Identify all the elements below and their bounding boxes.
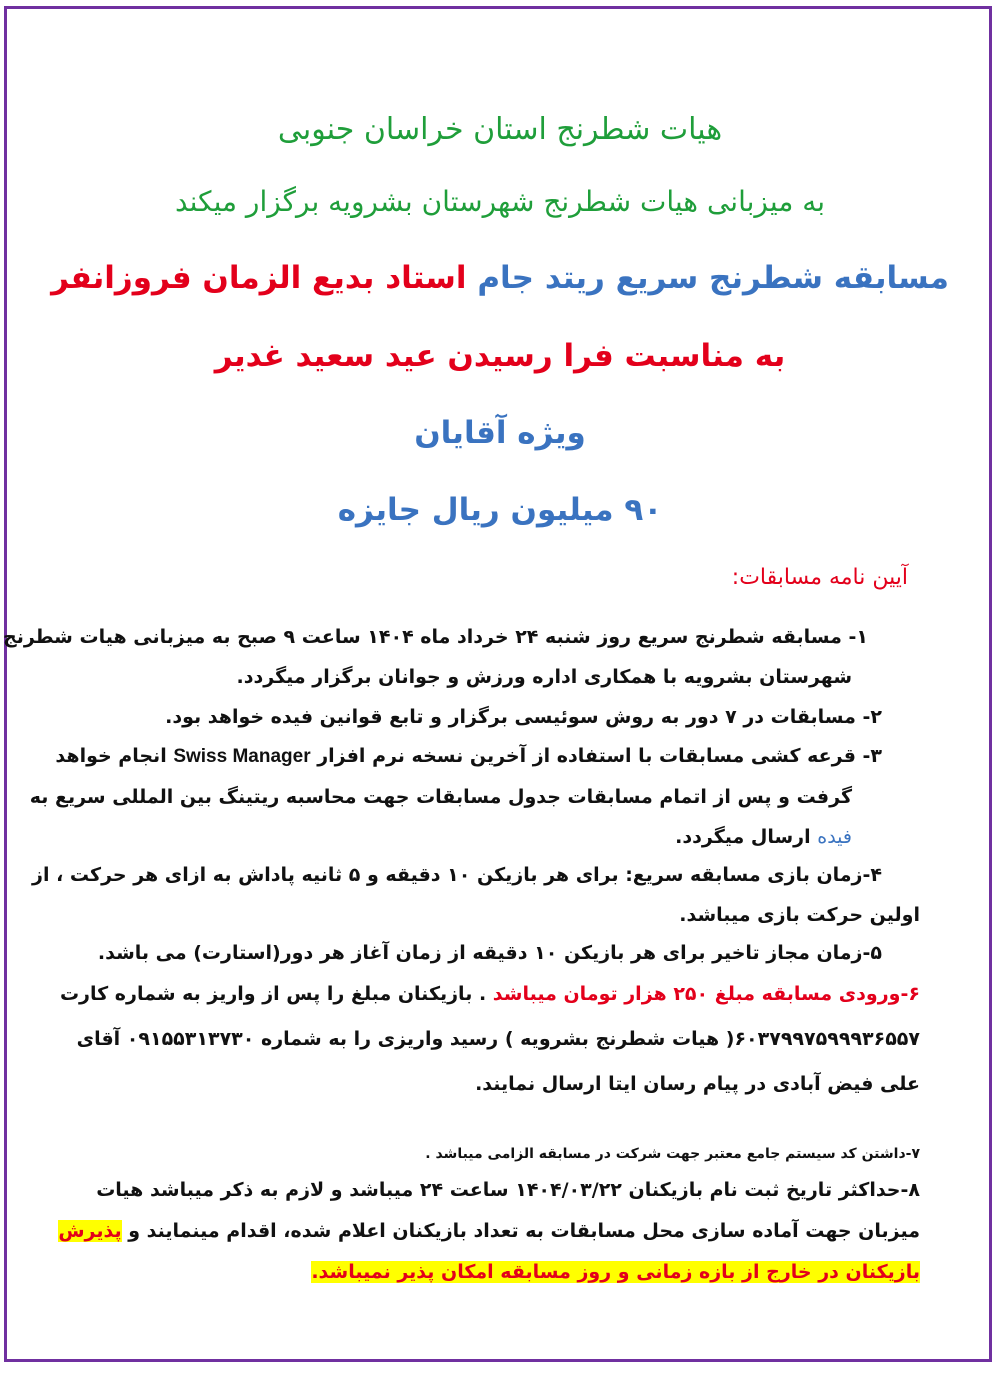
rule-3-line-2: گرفت و پس از اتمام مسابقات جدول مسابقات جهت محاسبه ریتینگ بین المللی سریع به <box>29 786 852 808</box>
fide-word: فیده <box>817 826 852 848</box>
occasion-line: به مناسبت فرا رسیدن عید سعید غدیر <box>214 338 786 374</box>
rule-8-line-1: ۸-حداکثر تاریخ ثبت نام بازیکنان ۱۴۰۴/۰۳/۲۲ ساعت ۲۴ میباشد و لازم به ذکر میباشد هیات <box>96 1179 920 1201</box>
rule-6-rest: . بازیکنان مبلغ را پس از واریز به شماره کارت <box>59 983 493 1005</box>
entry-fee: ۶-ورودی مسابقه مبلغ ۲۵۰ هزار تومان میباشد <box>492 983 920 1005</box>
tournament-title-red: استاد بدیع الزمان فروزانفر <box>51 260 467 296</box>
rule-6-line-3: علی فیض آبادی در پیام رسان ایتا ارسال نمایند. <box>475 1073 920 1095</box>
rule-3-pre: ۳- قرعه کشی مسابقات با استفاده از آخرین نسخه نرم افزار <box>310 745 882 767</box>
rule-3-post: انجام خواهد <box>55 745 174 767</box>
rule-8-highlight: بازیکنان در خارج از بازه زمانی و روز مسابقه امکان پذیر نمیباشد. <box>311 1261 920 1283</box>
rule-4-line-1: ۴-زمان بازی مسابقه سریع: برای هر بازیکن ۱۰ دقیقه و ۵ ثانیه پاداش به ازای هر حرکت ، از <box>32 864 882 886</box>
federation-title: هیات شطرنج استان خراسان جنوبی <box>277 112 723 147</box>
tournament-title <box>40 260 960 296</box>
rule-3-tail: ارسال میگردد. <box>675 826 818 848</box>
rule-4-line-2: اولین حرکت بازی میباشد. <box>679 904 920 926</box>
rule-8-line-2 <box>58 1220 920 1242</box>
rule-5: ۵-زمان مجاز تاخیر برای هر بازیکن ۱۰ دقیقه از زمان آغاز هر دور(استارت) می باشد. <box>97 942 882 964</box>
host-line: به میزبانی هیات شطرنج شهرستان بشرویه برگزار میکند <box>174 185 826 218</box>
rule-8-pre: میزبان جهت آماده سازی محل مسابقات به تعداد بازیکنان اعلام شده، اقدام مینمایند و <box>121 1220 920 1242</box>
rule-6-line-2: ۶۰۳۷۹۹۷۵۹۹۹۳۶۵۵۷( هیات شطرنج بشرویه ) رسید واریزی را به شماره ۰۹۱۵۵۳۱۳۷۳۰ آقای <box>76 1028 920 1050</box>
prize-line: ۹۰ میلیون ریال جایزه <box>337 492 663 528</box>
category-line: ویژه آقایان <box>414 415 586 451</box>
software-name: Swiss Manager <box>173 746 311 767</box>
rule-1-line-1: ۱- مسابقه شطرنج سریع روز شنبه ۲۴ خرداد ماه ۱۴۰۴ ساعت ۹ صبح به میزبانی هیات شطرنج <box>3 626 868 648</box>
rule-1-line-2: شهرستان بشرویه با همکاری اداره ورزش و جوانان برگزار میگردد. <box>236 666 852 688</box>
rules-title: آیین نامه مسابقات: <box>731 565 908 590</box>
rule-3-line-1 <box>55 745 882 768</box>
rule-6-line-1 <box>60 983 920 1005</box>
acceptance-word: پذیرش <box>58 1220 122 1242</box>
rule-2: ۲- مسابقات در ۷ دور به روش سوئیسی برگزار و تابع قوانین فیده خواهد بود. <box>165 706 882 728</box>
tournament-title-blue: مسابقه شطرنج سریع ریتد جام <box>466 260 949 296</box>
rule-7: ۷-داشتن کد سیستم جامع معتبر جهت شرکت در مسابقه الزامی میباشد . <box>425 1146 920 1162</box>
rule-3-line-3 <box>675 826 852 848</box>
rule-8-line-3 <box>311 1261 920 1283</box>
